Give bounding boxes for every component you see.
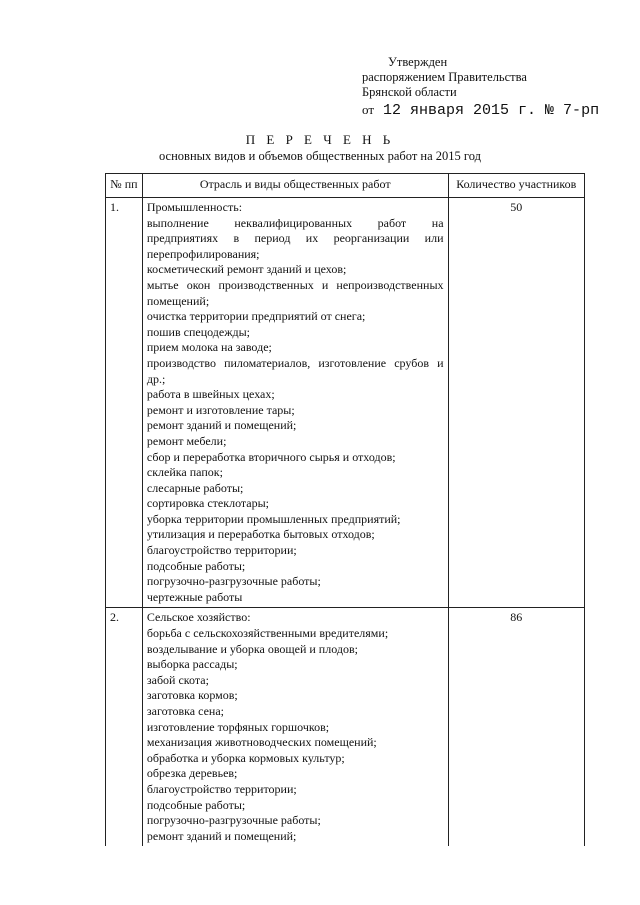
work-item: изготовление торфяных горшочков;	[146, 719, 330, 734]
row-number: 1.	[106, 198, 143, 608]
row-works	[142, 608, 448, 846]
table-row	[106, 198, 585, 608]
document-title: П Е Р Е Ч Е Н Ь	[245, 132, 395, 147]
work-item: утилизация и переработка бытовых отходов;	[146, 527, 375, 542]
work-item: уборка территории промышленных предприятий;	[146, 511, 401, 526]
header-name: Отрасль и виды общественных работ	[142, 174, 448, 198]
work-item: прием молока на заводе;	[146, 340, 272, 355]
work-item: чертежные работы	[146, 589, 243, 604]
header-num: № пп	[106, 174, 143, 198]
work-item: борьба с сельскохозяйственными вредителями;	[146, 626, 389, 641]
approval-line-decree: распоряжением Правительства	[362, 70, 527, 84]
participants-count: 50	[448, 198, 584, 608]
row-number: 2.	[106, 608, 143, 846]
work-item: заготовка кормов;	[146, 688, 238, 703]
approval-line-approved: Утвержден	[388, 55, 448, 69]
sector-name: Сельское хозяйство:	[146, 610, 251, 625]
work-item: производство пиломатериалов, изготовление срубов и др.;	[146, 355, 444, 386]
work-item: подсобные работы;	[146, 558, 246, 573]
work-item: ремонт и изготовление тары;	[146, 402, 295, 417]
work-item: механизация животноводческих помещений;	[146, 735, 377, 750]
approval-date-text: 12 января 2015 г. № 7-рп	[383, 102, 600, 119]
sector-name: Промышленность:	[146, 200, 243, 214]
work-item: пошив спецодежды;	[146, 324, 250, 339]
work-item: сортировка стеклотары;	[146, 496, 270, 511]
work-item: обработка и уборка кормовых культур;	[146, 750, 345, 765]
table-body	[106, 198, 585, 847]
work-item: выборка рассады;	[146, 657, 238, 672]
approval-date-prefix: от	[362, 102, 375, 117]
work-item: сбор и переработка вторичного сырья и отходов;	[146, 449, 396, 464]
work-item: ремонт зданий и помещений;	[146, 418, 297, 433]
work-item: благоустройство территории;	[146, 781, 297, 796]
work-item: забой скота;	[146, 672, 209, 687]
work-item: склейка папок;	[146, 465, 223, 480]
work-item: возделывание и уборка овощей и плодов;	[146, 641, 358, 656]
work-item: работа в швейных цехах;	[146, 387, 275, 402]
work-item: ремонт мебели;	[146, 433, 227, 448]
works-table	[105, 173, 585, 846]
work-item: заготовка сена;	[146, 704, 225, 718]
work-item: обрезка деревьев;	[146, 766, 238, 781]
work-item: погрузочно-разгрузочные работы;	[146, 813, 321, 828]
work-item: очистка территории предприятий от снега;	[146, 309, 366, 324]
table-row	[106, 608, 585, 846]
work-item: выполнение неквалифицированных работ на предприятиях в период их реорганизации или перепрофилирования;	[146, 215, 444, 261]
work-item: мытье окон производственных и непроизводственных помещений;	[146, 277, 444, 308]
work-item: ремонт зданий и помещений;	[146, 828, 297, 843]
work-item: благоустройство территории;	[146, 543, 297, 558]
participants-count: 86	[448, 608, 584, 846]
work-item: погрузочно-разгрузочные работы;	[146, 574, 321, 589]
document-subtitle: основных видов и объемов общественных работ на 2015 год	[159, 149, 481, 163]
approval-stamp	[362, 55, 599, 118]
work-item: слесарные работы;	[146, 480, 244, 495]
approval-date	[362, 102, 599, 118]
table-header-row	[106, 174, 585, 198]
work-item: косметический ремонт зданий и цехов;	[146, 262, 347, 277]
approval-line-region: Брянской области	[362, 85, 457, 99]
row-works	[142, 198, 448, 608]
work-item: подсобные работы;	[146, 797, 246, 812]
header-count: Количество участников	[448, 174, 584, 198]
